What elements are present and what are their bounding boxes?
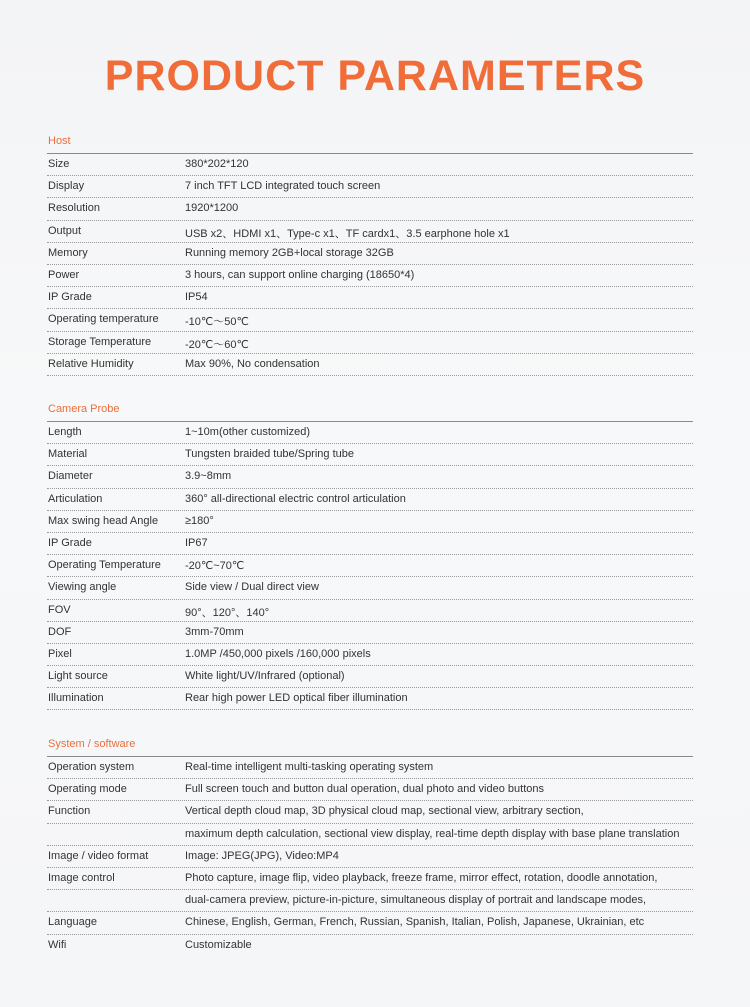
section-heading bbox=[47, 735, 693, 757]
param-key: Material bbox=[48, 448, 88, 461]
param-value: 1920*1200 bbox=[185, 202, 239, 215]
param-row bbox=[47, 287, 693, 309]
param-row bbox=[47, 935, 693, 957]
page-title: PRODUCT PARAMETERS bbox=[104, 52, 646, 100]
param-key: Pixel bbox=[48, 647, 72, 660]
section-heading bbox=[47, 132, 693, 154]
param-row bbox=[47, 154, 693, 176]
param-key: Memory bbox=[48, 246, 88, 259]
param-row bbox=[47, 688, 693, 710]
param-key: Storage Temperature bbox=[48, 335, 152, 348]
param-row bbox=[47, 511, 693, 533]
param-value: 3 hours, can support online charging (18650*4) bbox=[185, 268, 415, 281]
param-value: dual-camera preview, picture-in-picture, simultaneous display of portrait and landscape modes, bbox=[185, 894, 647, 907]
param-key: Function bbox=[48, 805, 91, 818]
param-row bbox=[47, 221, 693, 243]
param-row bbox=[47, 600, 693, 622]
param-row bbox=[47, 422, 693, 444]
param-key: Viewing angle bbox=[48, 581, 117, 594]
param-value: 360° all-directional electric control articulation bbox=[185, 492, 406, 505]
param-key: Display bbox=[48, 180, 85, 193]
param-row bbox=[47, 801, 693, 823]
param-key: Output bbox=[48, 224, 82, 237]
param-value: Tungsten braided tube/Spring tube bbox=[185, 448, 354, 461]
param-key: FOV bbox=[48, 603, 71, 616]
param-value: 3.9~8mm bbox=[185, 470, 232, 483]
param-key: DOF bbox=[48, 625, 72, 638]
param-value: IP67 bbox=[185, 536, 208, 549]
param-value: 3mm-70mm bbox=[185, 625, 244, 638]
param-row bbox=[47, 577, 693, 599]
param-value: ≥180° bbox=[185, 514, 214, 527]
param-key: Operation system bbox=[48, 761, 135, 773]
section-host bbox=[47, 132, 693, 376]
param-key: Max swing head Angle bbox=[48, 514, 159, 527]
param-key: Light source bbox=[48, 670, 108, 683]
param-row bbox=[47, 198, 693, 220]
param-value: Side view / Dual direct view bbox=[185, 581, 319, 594]
param-row bbox=[47, 555, 693, 577]
param-row bbox=[47, 644, 693, 666]
param-value: Vertical depth cloud map, 3D physical cloud map, sectional view, arbitrary section, bbox=[185, 805, 584, 818]
param-row bbox=[47, 912, 693, 934]
param-row bbox=[47, 466, 693, 488]
param-key: Operating temperature bbox=[48, 313, 159, 326]
param-row bbox=[47, 533, 693, 555]
param-key: Relative Humidity bbox=[48, 357, 134, 370]
param-value: Full screen touch and button dual operation, dual photo and video buttons bbox=[185, 783, 544, 796]
param-row bbox=[47, 846, 693, 868]
section-camera-probe bbox=[47, 400, 693, 710]
param-value: 90°、120°、140° bbox=[185, 606, 270, 619]
param-row bbox=[47, 444, 693, 466]
param-value: White light/UV/Infrared (optional) bbox=[185, 670, 345, 683]
param-row bbox=[47, 309, 693, 331]
param-key: Power bbox=[48, 268, 80, 281]
param-row bbox=[47, 824, 693, 846]
param-key: Operating Temperature bbox=[48, 559, 161, 572]
param-value: Rear high power LED optical fiber illumination bbox=[185, 692, 408, 705]
param-value: 1.0MP /450,000 pixels /160,000 pixels bbox=[185, 647, 371, 660]
param-row bbox=[47, 354, 693, 376]
param-value: Running memory 2GB+local storage 32GB bbox=[185, 246, 394, 259]
param-row bbox=[47, 243, 693, 265]
param-row bbox=[47, 622, 693, 644]
param-value: USB x2、HDMI x1、Type-c x1、TF cardx1、3.5 earphone hole x1 bbox=[185, 227, 510, 240]
param-value: 1~10m(other customized) bbox=[185, 426, 311, 438]
param-value: Photo capture, image flip, video playback, freeze frame, mirror effect, rotation, doodle annotation, bbox=[185, 871, 658, 884]
param-key: Resolution bbox=[48, 202, 100, 215]
param-value: Customizable bbox=[185, 938, 252, 951]
param-row bbox=[47, 332, 693, 354]
param-value: -20℃~70℃ bbox=[185, 560, 245, 573]
param-value: maximum depth calculation, sectional view display, real-time depth display with base plane translation bbox=[185, 827, 680, 840]
param-key: IP Grade bbox=[48, 291, 92, 304]
section-heading-text: Host bbox=[48, 135, 71, 147]
param-value: Max 90%, No condensation bbox=[185, 357, 320, 370]
section-system-software bbox=[47, 735, 693, 957]
param-value: Image: JPEG(JPG), Video:MP4 bbox=[185, 849, 339, 862]
param-key: Language bbox=[48, 916, 97, 929]
param-key: Wifi bbox=[48, 938, 67, 951]
param-row bbox=[47, 489, 693, 511]
section-heading-text: Camera Probe bbox=[48, 403, 120, 415]
section-heading bbox=[47, 400, 693, 422]
section-heading-text: System / software bbox=[48, 738, 136, 750]
param-row bbox=[47, 666, 693, 688]
param-value: IP54 bbox=[185, 291, 208, 304]
param-value: Real-time intelligent multi-tasking operating system bbox=[185, 761, 434, 773]
param-key: Illumination bbox=[48, 692, 104, 705]
param-key: Image / video format bbox=[48, 849, 149, 862]
param-key: Diameter bbox=[48, 470, 93, 483]
param-row bbox=[47, 890, 693, 912]
param-value: 7 inch TFT LCD integrated touch screen bbox=[185, 180, 381, 193]
param-row bbox=[47, 757, 693, 779]
param-row bbox=[47, 265, 693, 287]
param-row bbox=[47, 779, 693, 801]
param-key: IP Grade bbox=[48, 536, 92, 549]
param-value: -10℃～50℃ bbox=[185, 316, 249, 329]
param-key: Articulation bbox=[48, 492, 103, 505]
param-key: Size bbox=[48, 158, 70, 170]
param-key: Length bbox=[48, 426, 82, 438]
param-row bbox=[47, 176, 693, 198]
param-value: 380*202*120 bbox=[185, 158, 249, 170]
param-key: Operating mode bbox=[48, 783, 127, 796]
param-row bbox=[47, 868, 693, 890]
param-value: -20℃～60℃ bbox=[185, 338, 249, 351]
param-key: Image control bbox=[48, 871, 115, 884]
param-value: Chinese, English, German, French, Russian, Spanish, Italian, Polish, Japanese, Ukrainian, etc bbox=[185, 916, 645, 929]
